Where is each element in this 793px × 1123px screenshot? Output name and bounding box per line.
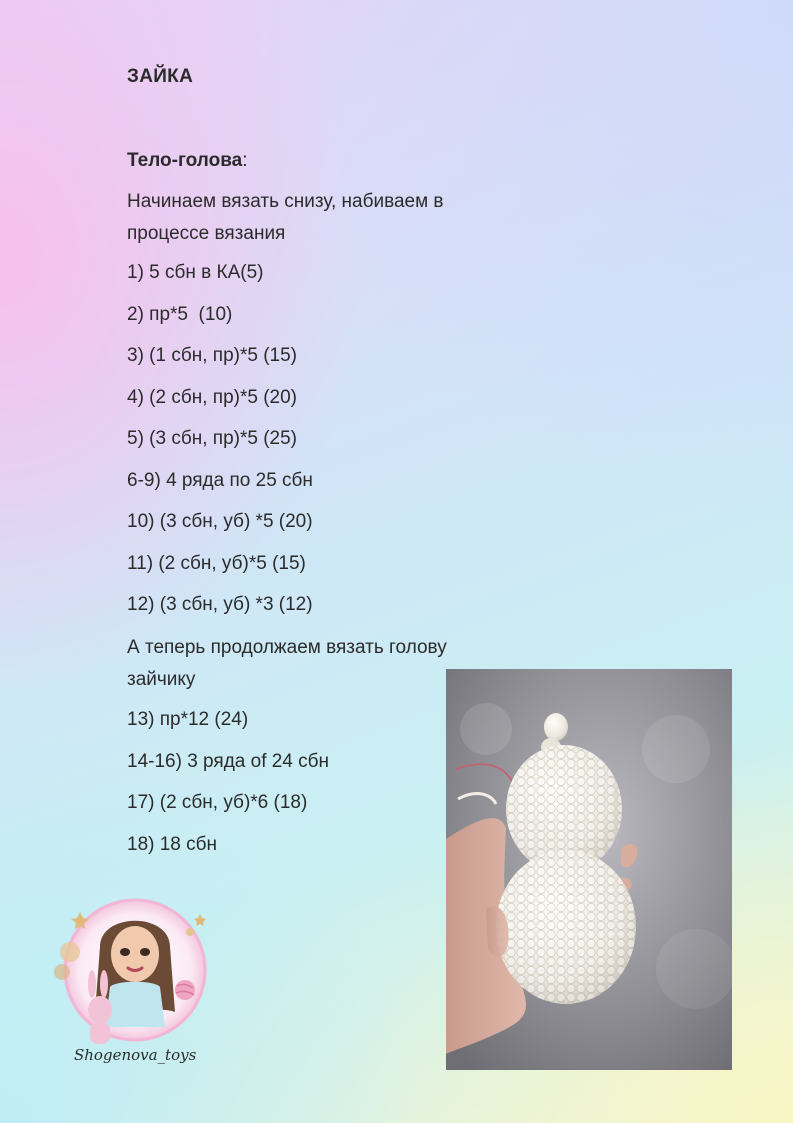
step-row: 14-16) 3 ряда of 24 сбн (127, 750, 330, 772)
intro-line-2: процессе вязания (127, 223, 286, 244)
intro-line-1: Начинаем вязать снизу, набиваем в (127, 191, 444, 212)
step-row: 11) (2 сбн, уб)*5 (15) (127, 552, 306, 574)
step-row: 13) пр*12 (24) (127, 709, 249, 730)
step-row: 4) (2 сбн, пр)*5 (20) (127, 386, 297, 408)
document-title: ЗАЙКА (127, 66, 194, 87)
note-line-2: зайчику (127, 669, 196, 690)
step-row: 10) (3 сбн, уб) *5 (20) (127, 511, 313, 532)
note-line-1: А теперь продолжаем вязать голову (127, 637, 447, 658)
step-row: 12) (3 сбн, уб) *3 (12) (127, 594, 313, 615)
step-row: 5) (3 сбн, пр)*5 (25) (127, 428, 297, 449)
step-row: 18) 18 сбн (127, 833, 218, 855)
step-row: 1) 5 сбн в КА(5) (127, 262, 264, 283)
step-row: 3) (1 сбн, пр)*5 (15) (127, 345, 297, 366)
toy-photo (446, 669, 732, 1070)
toy-photo-illustration (446, 669, 732, 1070)
steps-list-body (127, 257, 527, 631)
step-row: 2) пр*5 (10) (127, 303, 233, 325)
brand-logo (40, 892, 230, 1072)
section-title (127, 150, 247, 172)
intro-paragraph (127, 186, 527, 250)
section-title-text: Тело-голова (127, 150, 243, 171)
step-row: 17) (2 сбн, уб)*6 (18) (127, 792, 308, 813)
logo-caption: Shogenova_toys (74, 1046, 197, 1064)
step-row: 6-9) 4 ряда по 25 сбн (127, 469, 313, 491)
section-title-colon: : (242, 150, 248, 171)
